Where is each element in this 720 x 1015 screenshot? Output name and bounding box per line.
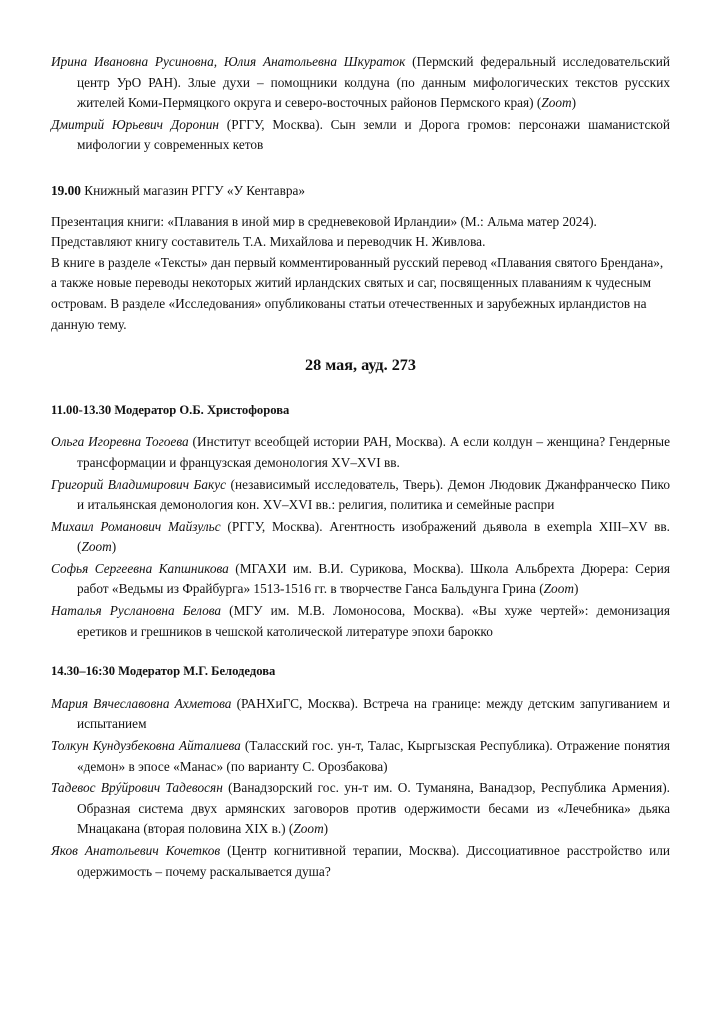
session-header: 14.30–16:30 Модератор М.Г. Белодедова [51,664,276,679]
talk-text: (Ванадзорский гос. ун-т им. О. Туманяна, Ванадзор, Республика Армения). Образная система двух армянских заговоров против одержимости бесами из «Лечебника» дьяка Мнацакана (вторая половина XIX в.) ( [77,780,670,837]
zoom-mark: Zoom [81,539,112,555]
talk-text: (РГГУ, Москва). Сын земли и Дорога громов: персонажи шаманистской мифологии у современных кетов [77,116,670,153]
talk-entry [51,736,670,777]
talk-entry [51,559,670,600]
talk-tail: ) [571,95,577,111]
talk-author: Григорий Владимирович Бакус [51,476,227,492]
event-block [51,181,670,335]
talk-author: Мария Вячеславовна Ахметова [51,695,232,711]
talk-text: (МГУ им. М.В. Ломоносова, Москва). «Вы хуже чертей»: демонизация еретиков и грешников в чешской католической литературе эпохи барокко [77,603,670,639]
talk-entry [51,432,670,473]
zoom-mark: Zoom [293,821,324,837]
talk-text: (РГГУ, Москва). Агентность изображений дьявола в exempla XIII–XV вв. ( [77,518,670,555]
session-header: 11.00-13.30 Модератор О.Б. Христофорова [51,402,290,417]
event-paragraph: Представляют книгу составитель Т.А. Михайлова и переводчик Н. Живлова. [51,234,486,250]
event-place: Книжный магазин РГГУ «У Кентавра» [80,182,306,198]
talk-tail: ) [573,581,579,597]
talk-author: Наталья Руслановна Белова [51,603,222,619]
session-block [51,400,670,643]
talk-entry [51,115,670,156]
talk-author: Толкун Кундузбековна Айталиева [51,738,241,754]
event-time: 19.00 [51,182,81,198]
zoom-mark: Zoom [541,95,572,111]
talk-entry [51,52,670,114]
talk-entry [51,694,670,735]
talk-text: (независимый исследователь, Тверь). Демон Людовик Джанфранческо Пико и итальянская демонология кон. XV–XVI вв.: религия, политика и семейные распри [77,476,670,513]
talk-entry [51,475,670,516]
talk-text: (РАНХиГС, Москва). Встреча на границе: между детским запугиванием и испытанием [77,695,670,732]
talk-author: Ирина Ивановна Русиновна, Юлия Анатольевна Шкураток [51,54,406,69]
talk-entry [51,601,670,642]
session-block [51,661,670,882]
talk-tail: ) [111,539,117,555]
talk-text: (Институт всеобщей истории РАН, Москва). А если колдун – женщина? Гендерные трансформации и французская демонология XV–XVI вв. [77,434,670,470]
event-paragraph: В книге в разделе «Тексты» дан первый комментированный русский перевод «Плавания святого Брендана», а также новые переводы некоторых житий ирландских святых и саг, посвященных плаваниям к чудесным островам. В разделе «Исследования» опубликованы статьи отечественных и зарубежных ирландистов на данную тему. [51,254,664,332]
talk-list [51,52,670,156]
talk-author: Яков Анатольевич Кочетков [51,843,221,858]
talk-author: Ольга Игоревна Тогоева [51,434,189,450]
talk-author: Михаил Романович Майзульс [51,518,221,534]
talk-text: (Пермский федеральный исследовательский центр УрО РАН). Злые духи – помощники колдуна (по данным мифологических текстов русских жителей Коми-Пермяцкого округа и северо-восточных районов Пермского края) ( [77,54,670,111]
day-title: 28 мая, ауд. 273 [304,356,416,375]
zoom-mark: Zoom [543,581,574,597]
talk-author: Тадевос Врýйрович Тадевосян [51,780,223,796]
event-paragraph: Презентация книги: «Плавания в иной мир в средневековой Ирландии» (М.: Альма матер 2024). [51,213,597,229]
talk-author: Дмитрий Юрьевич Доронин [51,116,220,132]
talk-text: (Центр когнитивной терапии, Москва). Диссоциативное расстройство или одержимость – почему раскалывается душа? [77,843,670,879]
talk-tail: ) [323,821,329,837]
talk-author: Софья Сергеевна Капшникова [51,560,229,576]
talk-entry [51,517,670,558]
talk-entry [51,778,670,840]
talk-entry [51,841,670,882]
talk-text: (Таласский гос. ун-т, Талас, Кыргызская Республика). Отражение понятия «демон» в эпосе «Манас» (по варианту С. Орозбакова) [77,738,670,774]
talk-text: (МГАХИ им. В.И. Сурикова, Москва). Школа Альбрехта Дюрера: Серия работ «Ведьмы из Фрайбурга» 1513-1516 гг. в творчестве Ганса Бальдунга Грина ( [77,560,670,597]
event-heading [51,181,670,202]
